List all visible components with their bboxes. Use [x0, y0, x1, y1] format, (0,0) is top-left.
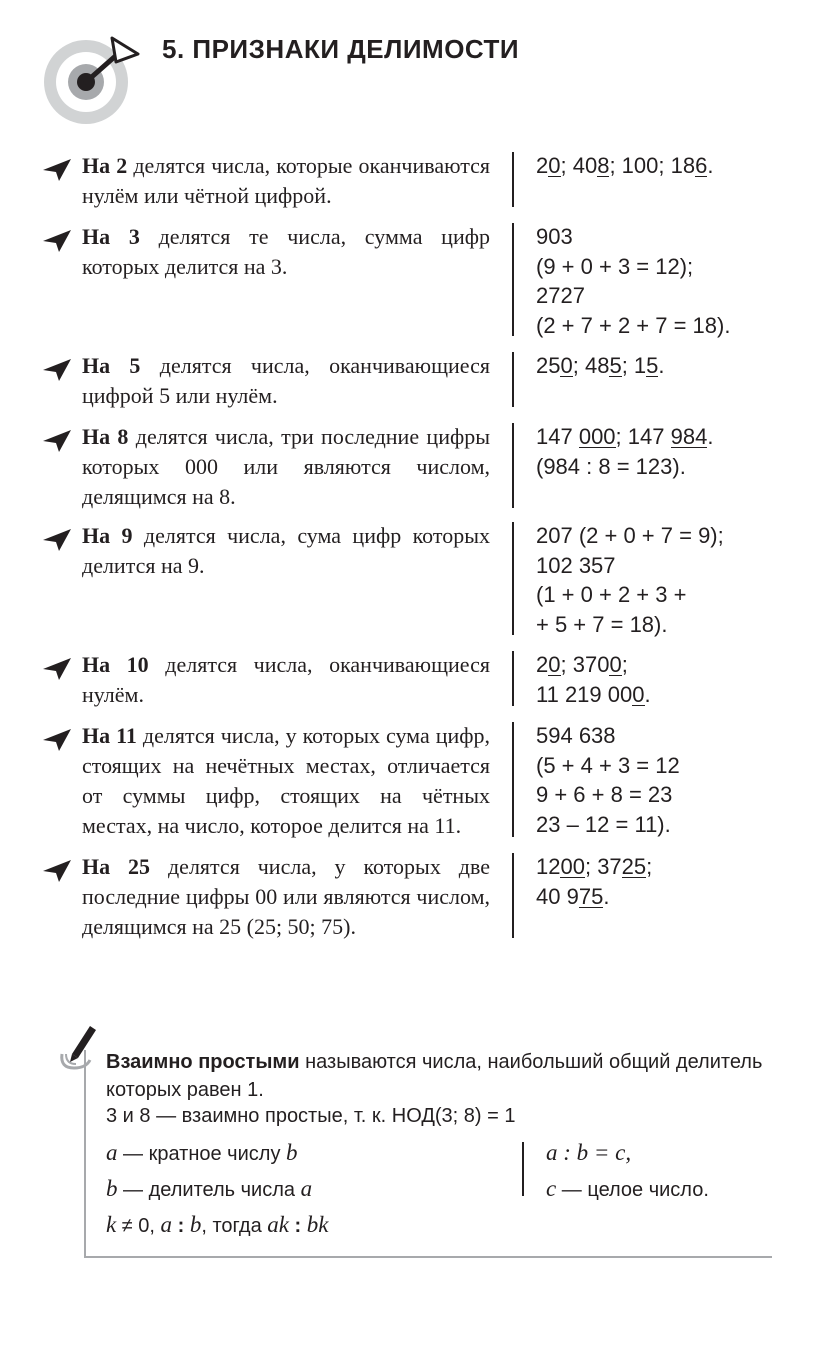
rule-bullet: [38, 221, 82, 340]
rule-text: [82, 221, 490, 340]
example-text: .: [707, 153, 714, 178]
example-line: [536, 610, 798, 640]
example-text: 102 357: [536, 552, 616, 578]
example-text: 2: [536, 153, 549, 178]
example-text: .: [658, 353, 665, 378]
example-text: ; 100; 18: [609, 153, 696, 178]
example-text: 207 (2 + 0 + 7 = 9);: [536, 523, 724, 548]
rule-text: [82, 851, 490, 942]
divisor-text: — делитель числа: [117, 1179, 301, 1201]
example-text: ; 40: [560, 153, 598, 178]
example-text: + 5 + 7 = 18).: [536, 611, 668, 637]
var-a: a: [106, 1140, 118, 1165]
example-line: [536, 281, 798, 311]
underlined-digits: 0: [609, 652, 622, 677]
var-a: a: [300, 1176, 313, 1201]
rule-label: На 3: [82, 224, 140, 249]
rule-text: [82, 520, 490, 639]
example-text: 12: [536, 854, 561, 879]
rule-description: делятся числа, сума цифр которых делится на 9.: [82, 523, 490, 578]
arrow-bullet-icon: [42, 657, 72, 681]
rule-description: делятся числа, у которых сума цифр, стоящих на нечётных местах, отличается от суммы цифр, стоящих на чётных местах, на число, которое делится на 11.: [82, 723, 491, 838]
rule-examples: [514, 720, 798, 841]
example-line: [536, 551, 798, 581]
multiple-line: [106, 1138, 298, 1169]
example-line: [536, 780, 798, 810]
divisor-line: [106, 1174, 312, 1205]
rule-bullet: [38, 649, 82, 710]
var-b: b: [286, 1140, 298, 1165]
underlined-digits: 5: [646, 353, 659, 378]
example-line: [536, 721, 798, 751]
rule-row: [38, 150, 798, 211]
var-k: k: [106, 1212, 117, 1237]
example-text: 25: [536, 353, 561, 378]
example-text: 903: [536, 224, 573, 249]
underlined-digits: 984: [670, 424, 708, 449]
rule-examples: [514, 520, 798, 639]
rule-bullet: [38, 150, 82, 211]
coprime-definition: [106, 1048, 776, 1104]
example-text: ; 1: [621, 353, 647, 378]
rule-bullet: [38, 421, 82, 512]
rule-bullet: [38, 520, 82, 639]
rule-examples: [514, 150, 798, 211]
rule-description: делятся числа, у которых две последние цифры 00 или являются числом, делящимся на 25 (25; 50; 75).: [82, 854, 490, 939]
example-line: [536, 810, 798, 840]
example-line: [536, 650, 798, 680]
quotient-integer-line: [546, 1174, 709, 1205]
rule-label: На 2: [82, 153, 128, 178]
rule-examples: [514, 221, 798, 340]
example-text: 2: [536, 652, 549, 677]
coprime-term: Взаимно простыми: [106, 1051, 300, 1073]
rule-description: делятся числа, три последние цифры которых 000 или являются числом, делящимся на 8.: [82, 424, 490, 509]
rule-examples: [514, 649, 798, 710]
example-text: 147: [536, 424, 579, 449]
example-text: 2727: [536, 283, 585, 308]
quotient-line: a : b = c,: [546, 1140, 632, 1165]
example-text: ;: [621, 652, 628, 677]
property-text-2: , тогда: [201, 1215, 268, 1237]
divides-sign: :: [288, 1215, 307, 1237]
underlined-digits: 0: [548, 652, 561, 677]
arrow-bullet-icon: [42, 859, 72, 883]
example-line: [536, 452, 798, 482]
underlined-digits: 000: [578, 424, 616, 449]
rule-description: делятся числа, которые оканчиваются нулём или чётной цифрой.: [82, 153, 490, 208]
rule-row: [38, 720, 798, 841]
rule-text: [82, 421, 490, 512]
underlined-digits: 00: [560, 854, 585, 879]
example-text: (984 : 8 = 123).: [536, 453, 686, 479]
arrow-bullet-icon: [42, 229, 72, 253]
rule-row: [38, 350, 798, 411]
var-a: a: [160, 1212, 173, 1237]
note-separator: [522, 1142, 524, 1196]
rule-label: На 11: [82, 723, 137, 748]
example-line: [536, 580, 798, 610]
example-text: (1 + 0 + 2 + 3 +: [536, 582, 687, 607]
example-line: [536, 311, 798, 341]
rule-examples: [514, 421, 798, 512]
rule-label: На 5: [82, 353, 141, 378]
example-text: 594 638: [536, 723, 616, 748]
rule-examples: [514, 350, 798, 411]
coprime-definition-text: называются числа, наибольший общий делитель которых равен 1.: [106, 1051, 763, 1101]
divides-sign: :: [172, 1215, 190, 1237]
rule-row: [38, 649, 798, 710]
target-arrow-icon: [42, 32, 142, 128]
example-text: (2 + 7 + 2 + 7 = 18).: [536, 312, 731, 338]
underlined-digits: 0: [560, 353, 573, 378]
rule-description: делятся числа, оканчивающиеся нулём.: [82, 652, 491, 707]
underlined-digits: 0: [632, 681, 645, 707]
example-text: .: [707, 424, 714, 449]
example-text: (5 + 4 + 3 = 12: [536, 752, 680, 778]
rule-bullet: [38, 720, 82, 841]
underlined-digits: 0: [548, 153, 561, 178]
example-text: 23 – 12 = 11).: [536, 811, 671, 837]
property-text-1: ≠ 0,: [116, 1215, 161, 1237]
example-line: [536, 351, 798, 381]
rule-label: На 8: [82, 424, 129, 449]
coprime-note: [84, 1050, 772, 1258]
multiple-text: — кратное числу: [117, 1143, 286, 1165]
expr-bk: bk: [306, 1212, 329, 1237]
underlined-digits: 8: [597, 153, 610, 178]
rule-text: [82, 350, 490, 411]
arrow-bullet-icon: [42, 528, 72, 552]
rule-examples: [514, 851, 798, 942]
arrow-bullet-icon: [42, 158, 72, 182]
example-text: .: [603, 883, 610, 909]
rule-label: На 25: [82, 854, 151, 879]
integer-text: — целое число.: [556, 1179, 709, 1201]
example-text: ; 370: [560, 652, 610, 677]
arrow-bullet-icon: [42, 728, 72, 752]
example-line: [536, 852, 798, 882]
underlined-digits: 5: [609, 353, 622, 378]
example-text: 11 219 00: [536, 681, 633, 707]
example-text: 40 9: [536, 883, 579, 909]
example-line: [536, 422, 798, 452]
example-line: [536, 680, 798, 710]
rule-text: [82, 649, 490, 710]
var-b: b: [189, 1212, 202, 1237]
example-text: .: [644, 681, 651, 707]
underlined-digits: 25: [621, 854, 647, 879]
example-line: [536, 882, 798, 912]
example-line: [536, 521, 798, 551]
property-line: [106, 1210, 328, 1241]
page-title: 5. ПРИЗНАКИ ДЕЛИМОСТИ: [162, 34, 520, 64]
rule-label: На 10: [82, 652, 149, 677]
rule-bullet: [38, 851, 82, 942]
arrow-bullet-icon: [42, 429, 72, 453]
rule-description: делятся те числа, сумма цифр которых делится на 3.: [82, 224, 490, 279]
underlined-digits: 6: [695, 153, 708, 178]
example-text: ; 37: [584, 854, 622, 879]
example-text: ;: [646, 854, 653, 879]
example-line: [536, 751, 798, 781]
coprime-example: 3 и 8 — взаимно простые, т. к. НОД(3; 8) = 1: [106, 1105, 516, 1127]
rule-row: [38, 851, 798, 942]
rule-row: [38, 221, 798, 340]
example-line: [536, 252, 798, 282]
var-c: c: [546, 1176, 557, 1201]
rules-list: [38, 150, 798, 942]
arrow-bullet-icon: [42, 358, 72, 382]
var-b: b: [106, 1176, 118, 1201]
rule-text: [82, 720, 490, 841]
rule-description: делятся числа, оканчивающиеся цифрой 5 или нулём.: [82, 353, 491, 408]
example-line: [536, 151, 798, 181]
rule-row: [38, 520, 798, 639]
example-text: (9 + 0 + 3 = 12);: [536, 253, 694, 279]
rule-text: [82, 150, 490, 211]
example-line: [536, 222, 798, 252]
rule-row: [38, 421, 798, 512]
rule-bullet: [38, 350, 82, 411]
rule-label: На 9: [82, 523, 133, 548]
underlined-digits: 75: [578, 883, 604, 909]
example-text: ; 147: [615, 424, 671, 449]
example-text: ; 48: [572, 353, 610, 378]
expr-ak: ak: [267, 1212, 289, 1237]
example-text: 9 + 6 + 8 = 23: [536, 782, 673, 807]
